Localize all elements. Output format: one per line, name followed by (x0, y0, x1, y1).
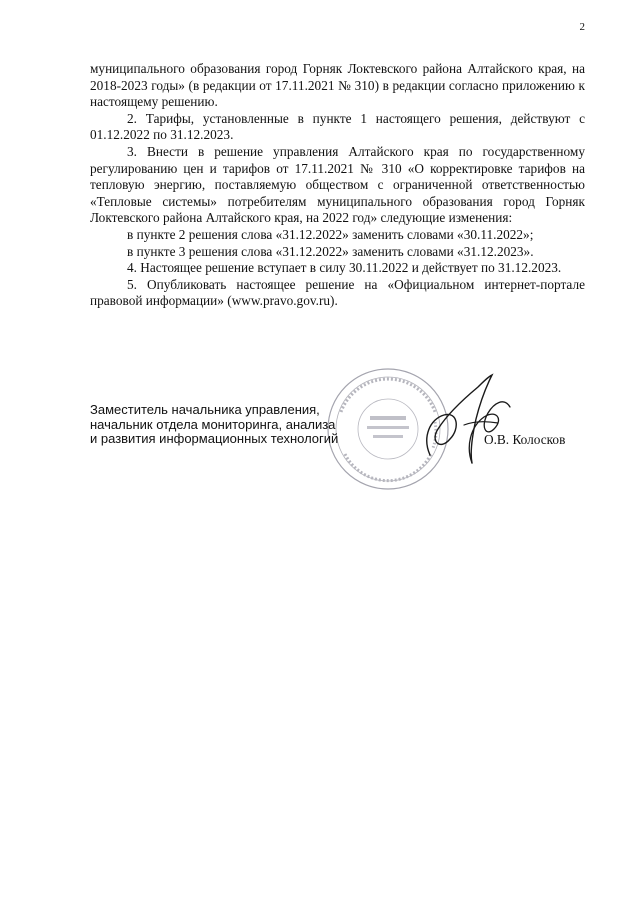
paragraph-item-3: 3. Внести в решение управления Алтайского края по государственному регулированию цен и тарифов от 17.11.2021 № 310 «О корректировке тарифов на тепловую энергию, поставляемую обществом с ограниченной ответственностью «Тепловые системы» потребителям муниципального образования город Горняк Локтевского района Алтайского края, на 2022 год» следующие изменения: (90, 143, 585, 226)
paragraph-item-5: 5. Опубликовать настоящее решение на «Официальном интернет-портале правовой информации» (www.pravo.gov.ru). (90, 276, 585, 309)
paragraph-change-1: в пункте 2 решения слова «31.12.2022» заменить словами «30.11.2022»; (127, 226, 534, 242)
signature-block (90, 397, 585, 517)
signatory-position (90, 403, 338, 447)
paragraph-item-4: 4. Настоящее решение вступает в силу 30.11.2022 и действует по 31.12.2023. (127, 260, 562, 276)
paragraph-item-2: 2. Тарифы, установленные в пункте 1 настоящего решения, действуют с 01.12.2022 по 31.12.2023. (90, 110, 585, 143)
paragraph-continuation: муниципального образования город Горняк Локтевского района Алтайского края, на 2018-2023 годы» (в редакции от 17.11.2021 № 310) в редакции согласно приложению к настоящему решению. (90, 61, 585, 110)
handwritten-signature-icon (400, 367, 520, 477)
paragraph-change-2: в пункте 3 решения слова «31.12.2022» заменить словами «31.12.2023». (127, 243, 534, 259)
position-line: начальник отдела мониторинга, анализа (90, 416, 336, 432)
document-body (90, 61, 585, 310)
page-number: 2 (579, 21, 585, 33)
position-line: Заместитель начальника управления, (90, 402, 320, 417)
position-line: и развития информационных технологий (90, 431, 339, 446)
signatory-name: О.В. Колосков (484, 432, 566, 447)
